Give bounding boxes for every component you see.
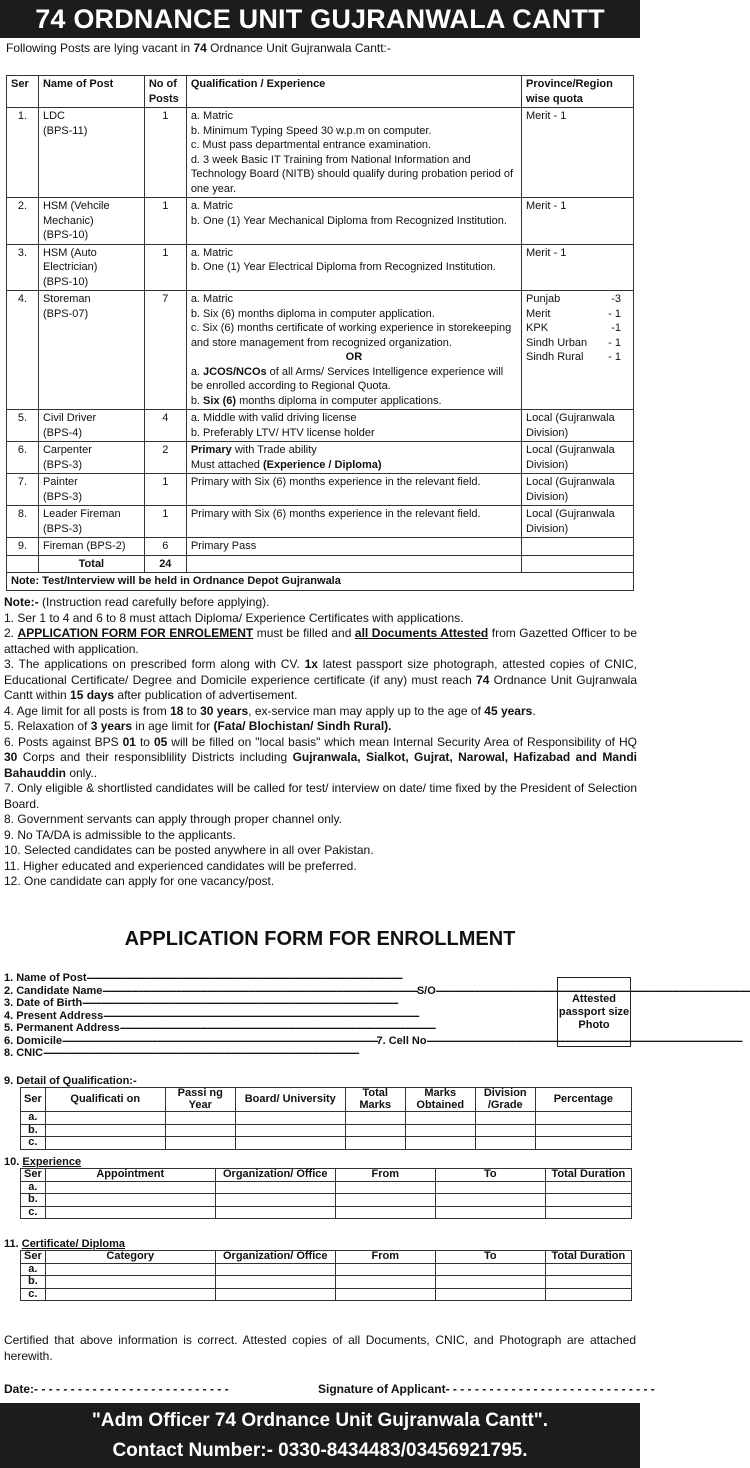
table-row [7,198,634,245]
table-row[interactable]: a. [21,1263,632,1276]
cell-ser: 7. [7,474,39,506]
table-row [7,244,634,291]
field-cnic[interactable]: 8. CNIC - - - [4,1047,544,1060]
cell-post: Leader Fireman (BPS-3) [38,506,144,538]
intro-text: Following Posts are lying vacant in 74 Ordnance Unit Gujranwala Cantt:- [6,41,391,55]
form-fields [4,972,544,1060]
note-item: 11. Higher educated and experienced candidates will be preferred. [4,858,357,873]
note-item: 3. The applications on prescribed form along with CV. 1x latest passport size photograph, attested copies of CNIC, Educational Certificate/ Degree and Domicile experience certificate (if any) must reach 74 Ordnance Unit Gujranwala Cantt within 15 days after publication of advertisement. [4,657,637,702]
table-header-row: Ser Category Organization/ Office From To Total Duration [21,1251,632,1264]
cell-count: 7 [144,291,186,410]
table-row[interactable]: a. [21,1181,632,1194]
cell-post: Storeman (BPS-07) [38,291,144,410]
cell-post: HSM (Vehcile Mechanic) (BPS-10) [38,198,144,245]
table-row[interactable]: a. [21,1112,632,1125]
or-separator: OR [345,351,363,363]
cell-qual: Primary with Six (6) months experience in the relevant field. [186,474,521,506]
experience-table[interactable] [20,1168,632,1219]
table-row[interactable]: c. [21,1206,632,1219]
signature-field[interactable]: Signature of Applicant - - - - - - - - - - - - - - - - - - - - - - - - - - - - - [318,1382,655,1396]
cell-qual: a. Matric b. Minimum Typing Speed 30 w.p.m on computer. c. Must pass departmental entrance examination. d. 3 week Basic IT Training from National Information and Technology Board (NITB) should qualify during probation period of one year. [186,108,521,198]
table-row[interactable]: b. [21,1124,632,1137]
cell-quota: Merit - 1 [522,108,634,198]
table-row [7,474,634,506]
cell-quota [522,538,634,556]
table-note-row [7,573,634,591]
cell-count: 1 [144,506,186,538]
cell-ser: 1. [7,108,39,198]
cell-quota: Local (Gujranwala Division) [522,506,634,538]
cell-quota: Merit - 1 [522,244,634,291]
cell-count: 4 [144,410,186,442]
cell-qual: a. Matric b. Six (6) months diploma in computer application. c. Six (6) months certificate of working experience in storekeeping and store management from recognized organization. OR a. JCOS/NCOs of all Arms/ Services Intelligence experience will be enrolled according to Regional Quota. b. Six (6) months diploma in computer applications. [186,291,521,410]
note-item: 6. Posts against BPS 01 to 05 will be filled on "local basis" which mean Internal Security Area of Responsibility of HQ 30 Corps and their responsiblility Districts including Gujranwala, Sialkot, Gujrat, Narowal, Hafizabad and Mandi Bahauddin only.. [4,734,637,780]
cell-ser: 2. [7,198,39,245]
certificate-label: 11. Certificate/ Diploma [4,1238,126,1250]
cell-count: 1 [144,244,186,291]
table-row [7,538,634,556]
field-present-address[interactable]: 4. Present Address - - - [4,1010,544,1023]
note-item: 4. Age limit for all posts is from 18 to 30 years, ex-service man may apply up to the age of 45 years. [4,703,536,718]
note-item: 1. Ser 1 to 4 and 6 to 8 must attach Diploma/ Experience Certificates with applications. [4,610,464,625]
qualification-table[interactable] [20,1087,632,1150]
cell-count: 6 [144,538,186,556]
cell-ser: 3. [7,244,39,291]
note-item: 5. Relaxation of 3 years in age limit for (Fata/ Blochistan/ Sindh Rural). [4,719,392,733]
cell-ser: 4. [7,291,39,410]
vacancy-table [6,75,634,591]
photo-box: Attested passport size Photo [557,977,631,1047]
certificate-table[interactable] [20,1250,632,1301]
table-row [7,506,634,538]
table-row[interactable]: b. [21,1194,632,1207]
table-row [7,442,634,474]
col-header: Province/Region wise quota [522,76,634,108]
cell-ser: 9. [7,538,39,556]
total-row [7,555,634,573]
table-row [7,291,634,410]
col-header: Ser [7,76,39,108]
col-header: No of Posts [144,76,186,108]
table-row[interactable]: c. [21,1137,632,1150]
footer-contact-office: "Adm Officer 74 Ordnance Unit Gujranwala Cantt". [91,1410,549,1431]
col-header: Qualification / Experience [186,76,521,108]
cell-post: Carpenter (BPS-3) [38,442,144,474]
cell-post: Fireman (BPS-2) [38,538,144,556]
cell-count: 2 [144,442,186,474]
note-item: 9. No TA/DA is admissible to the applicants. [4,827,236,842]
experience-label: 10. Experience [4,1156,82,1168]
table-row [7,410,634,442]
cell-count: 1 [144,474,186,506]
field-name-of-post[interactable]: 1. Name of Post - - - [4,972,544,985]
cell-quota: Local (Gujranwala Division) [522,474,634,506]
footer-banner [0,1403,640,1468]
cell-qual: Primary with Six (6) months experience in the relevant field. [186,506,521,538]
note-item: 2. APPLICATION FORM FOR ENROLEMENT must be filled and all Documents Attested from Gazetted Officer to be attached with application. [4,626,638,656]
cell-ser: 6. [7,442,39,474]
cell-qual: Primary Pass [186,538,521,556]
qualification-label: 9. Detail of Qualification:- [4,1075,137,1087]
cell-count: 1 [144,198,186,245]
note-item: 12. One candidate can apply for one vacancy/post. [4,874,275,888]
cell-qual: Primary with Trade ability Must attached (Experience / Diploma) [186,442,521,474]
cell-qual: a. Middle with valid driving license b. Preferably LTV/ HTV license holder [186,410,521,442]
field-domicile[interactable]: 6. Domicile - - - 7. Cell No - - - [4,1035,544,1048]
field-candidate-name[interactable]: 2. Candidate Name - - - S/O - - - [4,985,544,998]
cell-post: LDC (BPS-11) [38,108,144,198]
table-header-row: Ser Qualificati on Passi ng Year Board/ University Total Marks Marks Obtained Division /Grade Percentage [21,1088,632,1112]
cell-quota: Merit - 1 [522,198,634,245]
cell-post: Painter (BPS-3) [38,474,144,506]
cell-post: HSM (Auto Electrician) (BPS-10) [38,244,144,291]
date-field[interactable]: Date: - - - - - - - - - - - - - - - - - - - - - - - - - - - [4,1382,229,1396]
cell-quota: Local (Gujranwala Division) [522,410,634,442]
col-header: Name of Post [38,76,144,108]
table-row[interactable]: b. [21,1276,632,1289]
certification-text: Certified that above information is correct. Attested copies of all Documents, CNIC, and Photograph are attached herewith. [4,1333,636,1363]
cell-quota: Punjab -3 Merit - 1 KPK -1 Sindh Urban - 1 Sindh Rural - 1 [522,291,634,410]
total-label: Total [38,555,144,573]
table-header-row [7,76,634,108]
table-row [7,108,634,198]
table-note: Note: Test/Interview will be held in Ordnance Depot Gujranwala [7,573,634,591]
cell-ser: 8. [7,506,39,538]
page-title: 74 ORDNANCE UNIT GUJRANWALA CANTT [0,0,640,38]
form-title: APPLICATION FORM FOR ENROLLMENT [124,928,516,950]
field-permanent-address[interactable]: 5. Permanent Address - - - [4,1022,544,1035]
note-item: 8. Government servants can apply through proper channel only. [4,812,342,826]
footer-contact-number: Contact Number:- 0330-8434483/03456921795. [112,1440,528,1461]
cell-qual: a. Matric b. One (1) Year Mechanical Diploma from Recognized Institution. [186,198,521,245]
note-item: 10. Selected candidates can be posted anywhere in all over Pakistan. [4,843,374,857]
table-row[interactable]: c. [21,1288,632,1301]
table-header-row: Ser Appointment Organization/ Office From To Total Duration [21,1169,632,1182]
cell-qual: a. Matric b. One (1) Year Electrical Diploma from Recognized Institution. [186,244,521,291]
note-item: 7. Only eligible & shortlisted candidates will be called for test/ interview on date/ time fixed by the President of Selection Board. [4,781,637,811]
cell-ser: 5. [7,410,39,442]
cell-quota: Local (Gujranwala Division) [522,442,634,474]
total-value: 24 [144,555,186,573]
field-date-of-birth[interactable]: 3. Date of Birth - - - [4,997,544,1010]
instructions: Note:- (Instruction read carefully before applying). 1. Ser 1 to 4 and 6 to 8 must attach Diploma/ Experience Certificates with applications. 2. APPLICATION FORM FOR ENROLEMENT must be filled and all Documents Attested from Gazetted Officer to be attached with application. 3. The applications on prescribed form along with CV. 1x latest passport size photograph, attested copies of CNIC, Educational Certificate/ Degree and Domicile experience certificate (if any) must reach 74 Ordnance Unit Gujranwala Cantt within 15 days after publication of advertisement. 4. Age limit for all posts is from 18 to 30 years, ex-service man may apply up to the age of 45 years. 5. Relaxation of 3 years in age limit for (Fata/ Blochistan/ Sindh Rural). 6. Posts against BPS 01 to 05 will be filled on "local basis" which mean Internal Security Area of Responsibility of HQ 30 Corps and their responsiblility Districts including Gujranwala, Sialkot, Gujrat, Narowal, Hafizabad and Mandi Bahauddin only.. 7. Only eligible & shortlisted candidates will be called for test/ interview on date/ time fixed by the President of Selection Board. 8. Government servants can apply through proper channel only. 9. No TA/DA is admissible to the applicants. 10. Selected candidates can be posted anywhere in all over Pakistan. 11. Higher educated and experienced candidates will be preferred. 12. One candidate can apply for one vacancy/post. [4,595,638,888]
cell-post: Civil Driver (BPS-4) [38,410,144,442]
cell-count: 1 [144,108,186,198]
